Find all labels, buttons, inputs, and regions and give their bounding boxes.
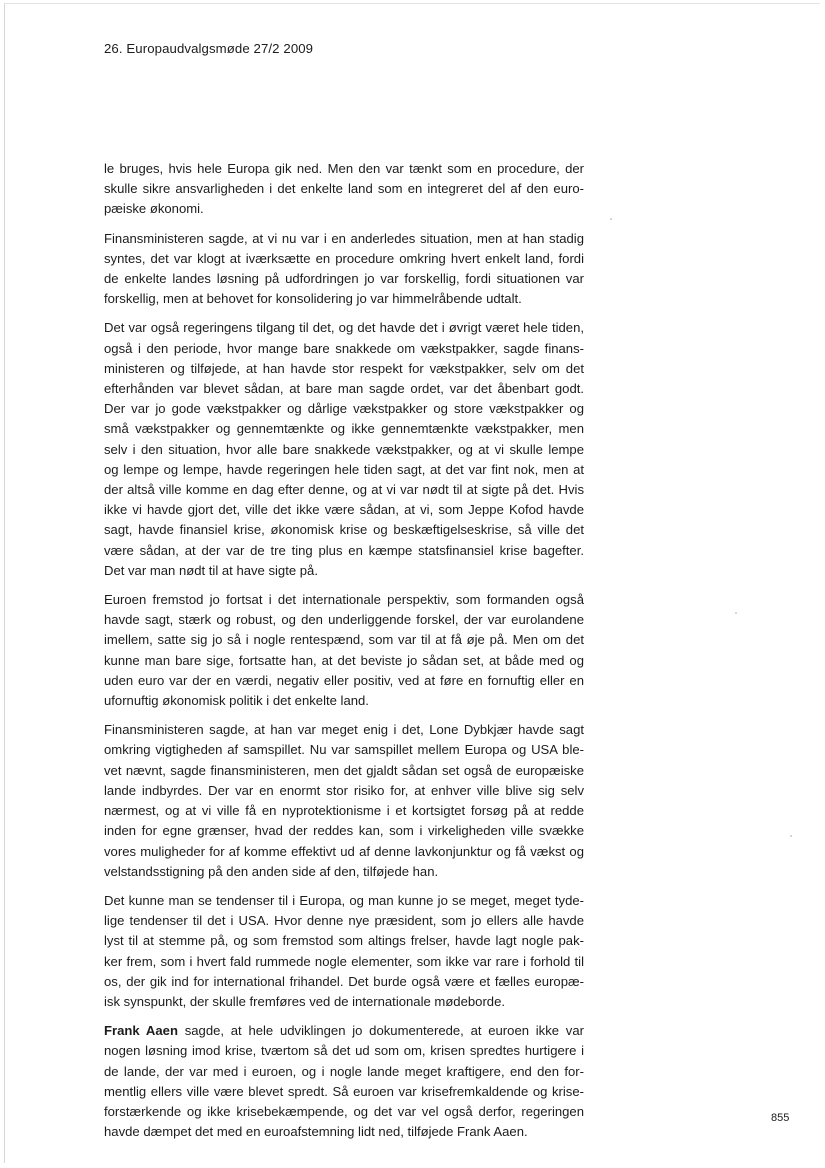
- paragraph: [104, 590, 584, 711]
- text-line: inden for egne grænser, hvad der reddes kan, som i virkeligheden ville svække: [104, 823, 584, 839]
- text-line: lige tendenser til det i USA. Hvor denne nye præsident, som jo ellers alle havde: [104, 913, 584, 929]
- text-line: vores muligheder for af komme effektivt ud af denne lavkonjunktur og få vækst og: [104, 843, 584, 859]
- text-line: ker frem, som i hvert fald rummede nogle elementer, som ikke var rare i forhold til: [104, 953, 584, 969]
- text-line: velstandsstigning på den anden side af den, tilføjede han.: [104, 863, 439, 879]
- text-line: nogen løsning imod krise, tværtom så det ud som om, krisen spredtes hurtigere i: [104, 1043, 584, 1059]
- text-line: lande indbyrdes. Der var en enormt stor risiko for, at enhver ville blive sig selv: [104, 782, 584, 798]
- running-header: 26. Europaudvalgsmøde 27/2 2009: [104, 41, 314, 56]
- scan-speck: [735, 612, 737, 614]
- text-line: Euroen fremstod jo fortsat i det internationale perspektiv, som formanden også: [104, 592, 584, 608]
- text-line: vet nævnt, sagde finansministeren, men det gjaldt sådan set også de europæiske: [104, 762, 584, 778]
- text-line: de enkelte landes løsning på udfordringen jo var forskellig, fordi situationen var: [104, 271, 584, 287]
- text-line: selv i den situation, hvor alle bare snakkede vækstpakker, og at vi skulle lempe: [104, 441, 584, 457]
- text-line: Finansministeren sagde, at vi nu var i en anderledes situation, men at han stadig: [104, 230, 584, 246]
- text-line: Det var man nødt til at have sigte på.: [104, 562, 318, 578]
- text-line: os, der gik ind for international frihandel. Det burde også være et fælles europæ-: [104, 973, 584, 989]
- text-line: pæiske økonomi.: [104, 201, 204, 217]
- paragraph: [104, 1021, 584, 1142]
- text-line: sagt, havde finansiel krise, økonomisk krise og beskæftigelseskrise, så ville det: [104, 522, 584, 538]
- text-line: isk synspunkt, der skulle fremføres ved de internationale mødeborde.: [104, 993, 506, 1009]
- text-line: ministeren og tilføjede, at han havde stor respekt for vækstpakker, selv om det: [104, 360, 584, 376]
- text-line: imellem, satte sig jo så i nogle rentespænd, som var til at få øje på. Men om det: [104, 632, 584, 648]
- paragraph: [104, 720, 584, 882]
- paragraph: [104, 159, 584, 220]
- text-line: være sådan, at der var de tre ting plus en kæmpe statsfinansiel krise bagefter.: [104, 542, 584, 558]
- text-line: uden euro var der en værdi, negativ eller positiv, ved at føre en fornuftig eller en: [104, 672, 584, 688]
- text-line: syntes, det var klogt at iværksætte en procedure omkring hvert enkelt land, fordi: [104, 250, 584, 266]
- text-line: kunne man bare sige, fortsatte han, at det beviste jo sådan set, at både med og: [104, 652, 584, 668]
- text-line: Finansministeren sagde, at han var meget enig i det, Lone Dybkjær havde sagt: [104, 722, 584, 738]
- text-line: havde dæmpet det med en euroafstemning lidt ned, tilføjede Frank Aaen.: [104, 1124, 528, 1140]
- text-line: Det kunne man se tendenser til i Europa, og man kunne jo se meget, meget tyde-: [104, 892, 584, 908]
- speaker-name: Frank Aaen: [104, 1023, 178, 1039]
- text-line: og lempe og lempe, havde regeringen hele tiden sagt, at det var fint nok, men at: [104, 461, 584, 477]
- text-line: forskellig, men at behovet for konsolidering jo var himmelråbende udtalt.: [104, 291, 522, 307]
- text-line: der altså ville komme en dag efter denne, og at vi var nødt til at sigte på det. Hvis: [104, 482, 584, 498]
- speech-text: sagde, at hele udviklingen jo dokumenterede, at euroen ikke var: [177, 1023, 584, 1039]
- text-line: lyst til at stemme på, og som fremstod som altings frelser, havde lagt nogle pak-: [104, 933, 584, 949]
- paragraph: [104, 229, 584, 310]
- text-line: små vækstpakker og gennemtænkte og ikke gennemtænkte vækstpakker, men: [104, 421, 584, 437]
- text-line: le bruges, hvis hele Europa gik ned. Men den var tænkt som en procedure, der: [104, 161, 584, 176]
- text-line: mentlig ellers ville være blevet spredt. Så euroen var krisefremkaldende og krise-: [104, 1083, 584, 1099]
- text-line: nærmest, og at vi ville få en nyprotektionisme i et kortsigtet forsøg på at redde: [104, 803, 584, 819]
- text-line: havde sagt, stærk og robust, og den underliggende forskel, der var eurolandene: [104, 612, 584, 628]
- text-line: [104, 1021, 584, 1041]
- paragraph: [104, 318, 584, 581]
- page-number: 855: [771, 1112, 790, 1124]
- text-line: forstærkende og ikke krisebekæmpende, og det var vel også derfor, regeringen: [104, 1103, 584, 1119]
- text-line: Der var jo gode vækstpakker og dårlige vækstpakker og store vækstpakker og: [104, 401, 584, 417]
- paragraph: [104, 891, 584, 1012]
- text-line: de lande, der var med i euroen, og i nogle lande meget kraftigere, end den for-: [104, 1063, 584, 1079]
- scan-speck: [790, 835, 792, 837]
- text-line: omkring vigtigheden af samspillet. Nu var samspillet mellem Europa og USA ble-: [104, 742, 584, 758]
- text-line: ufornuftig økonomisk politik i det enkelte land.: [104, 693, 369, 709]
- text-line: Det var også regeringens tilgang til det, og det havde det i øvrigt været hele tiden,: [104, 320, 584, 336]
- text-line: også i den periode, hvor mange bare snakkede om vækstpakker, sagde finans-: [104, 340, 584, 356]
- text-line: efterhånden var blevet sådan, at bare man sagde ordet, var det åbenbart godt.: [104, 381, 584, 397]
- scan-speck: [610, 218, 612, 220]
- body-text: [104, 159, 584, 1151]
- text-line: skulle sikre ansvarligheden i det enkelte land som en integreret del af den euro-: [104, 181, 584, 197]
- text-line: ikke vi havde gjort det, ville det ikke være sådan, at vi, som Jeppe Kofod havde: [104, 502, 584, 518]
